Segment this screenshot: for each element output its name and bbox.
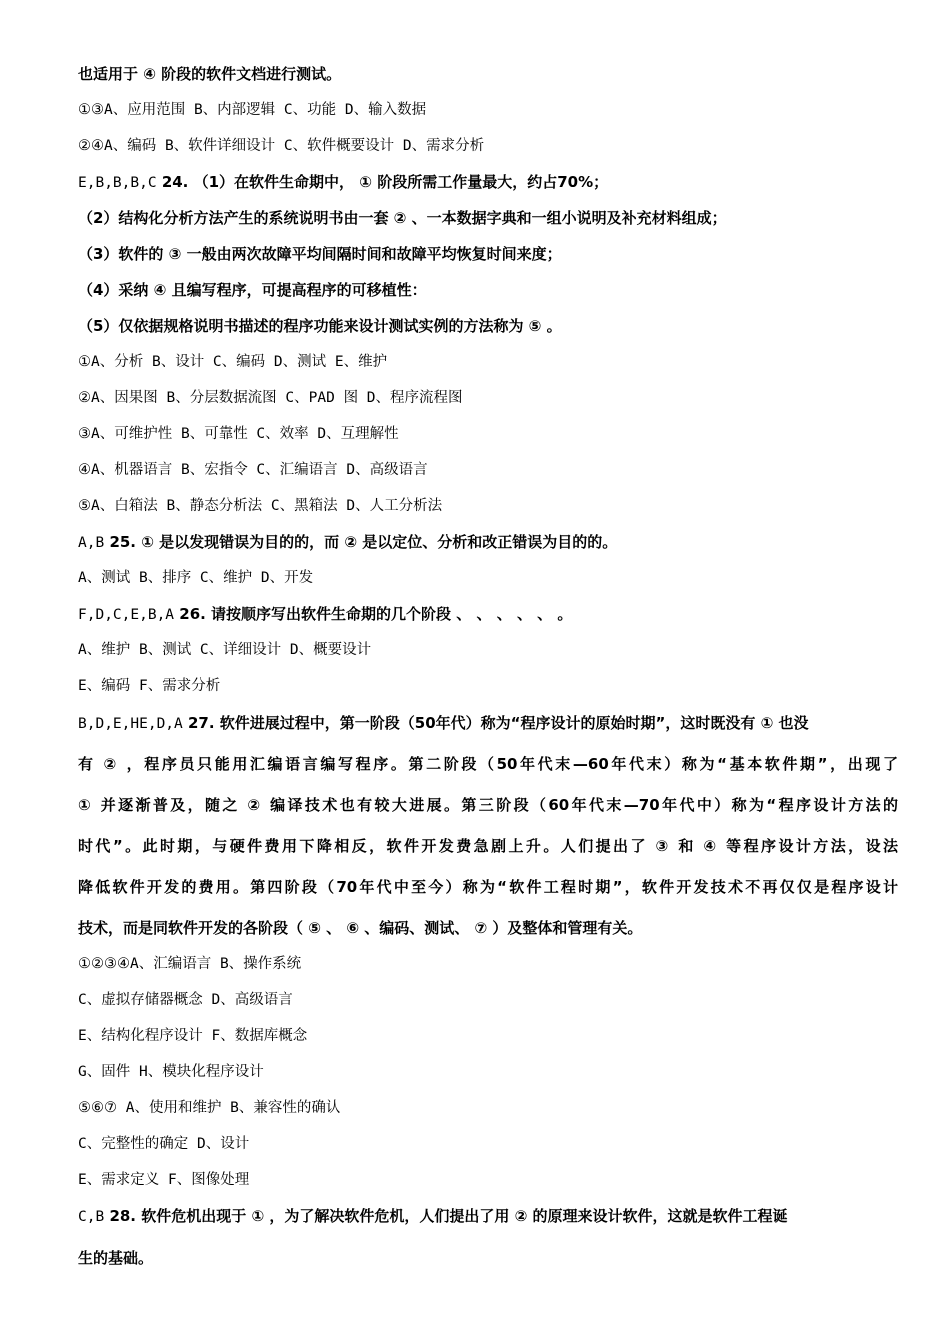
option-line: G、固件 H、模块化程序设计 (78, 1064, 264, 1080)
option-line: ⑤⑥⑦ A、使用和维护 B、兼容性的确认 (78, 1100, 341, 1116)
question-28 (78, 1206, 898, 1227)
option-line: ②A、因果图 B、分层数据流图 C、PAD 图 D、程序流程图 (78, 390, 463, 406)
option-line: ①②③④A、汇编语言 B、操作系统 (78, 956, 302, 972)
question-26 (78, 604, 898, 625)
question-text: 25. ① 是以发现错误为目的的，而 ② 是以定位、分析和改正错误为目的的。 (109, 533, 618, 551)
text-line: （3）软件的 ③ 一般由两次故障平均间隔时间和故障平均恢复时间来度； (78, 245, 562, 263)
text-line: （5）仅依据规格说明书描述的程序功能来设计测试实例的方法称为 ⑤ 。 (78, 317, 562, 335)
text-line: （4）采纳 ④ 且编写程序，可提高程序的可移植性： (78, 281, 427, 299)
option-line: C、虚拟存储器概念 D、高级语言 (78, 992, 293, 1008)
text-line: 时代”。此时期，与硬件费用下降相反，软件开发费急剧上升。人们提出了 ③ 和 ④ 等程序设计方法，设法 (78, 837, 898, 855)
question-text: 27. 软件进展过程中，第一阶段（50年代）称为“程序设计的原始时期”，这时既没有 ① 也没 (188, 714, 809, 732)
answer-key: B,D,E,HE,D,A (78, 716, 183, 732)
option-line: ②④A、编码 B、软件详细设计 C、软件概要设计 D、需求分析 (78, 138, 485, 154)
option-line: ①③A、应用范围 B、内部逻辑 C、功能 D、输入数据 (78, 102, 427, 118)
option-line: A、测试 B、排序 C、维护 D、开发 (78, 570, 314, 586)
question-25 (78, 532, 898, 553)
option-line: ④A、机器语言 B、宏指令 C、汇编语言 D、高级语言 (78, 462, 428, 478)
answer-key: E,B,B,B,C (78, 175, 157, 191)
text-line: 降低软件开发的费用。第四阶段（70年代中至今）称为“软件工程时期”，软件开发技术不再仅仅是程序设计 (78, 878, 898, 896)
text-line: ① 并逐渐普及，随之 ② 编译技术也有较大进展。第三阶段（60年代末—70年代中）称为“程序设计方法的 (78, 796, 898, 814)
option-line: ①A、分析 B、设计 C、编码 D、测试 E、维护 (78, 354, 388, 370)
question-text: 26. 请按顺序写出软件生命期的几个阶段 、 、 、 、 、 。 (179, 605, 573, 623)
option-line: A、维护 B、测试 C、详细设计 D、概要设计 (78, 642, 372, 658)
option-line: ⑤A、白箱法 B、静态分析法 C、黑箱法 D、人工分析法 (78, 498, 443, 514)
text-line: （2）结构化分析方法产生的系统说明书由一套 ② 、一本数据字典和一组小说明及补充材料组成； (78, 209, 727, 227)
text-line: 也适用于 ④ 阶段的软件文档进行测试。 (78, 65, 342, 83)
question-text: 28. 软件危机出现于 ① ，为了解决软件危机，人们提出了用 ② 的原理来设计软件，这就是软件工程诞 (109, 1207, 788, 1225)
question-24 (78, 172, 898, 193)
answer-key: A,B (78, 535, 105, 551)
option-line: E、编码 F、需求分析 (78, 678, 221, 694)
text-line: 生的基础。 (78, 1249, 154, 1267)
answer-key: F,D,C,E,B,A (78, 607, 175, 623)
option-line: E、结构化程序设计 F、数据库概念 (78, 1028, 308, 1044)
option-line: ③A、可维护性 B、可靠性 C、效率 D、互理解性 (78, 426, 399, 442)
question-27 (78, 713, 898, 734)
answer-key: C,B (78, 1209, 105, 1225)
option-line: C、完整性的确定 D、设计 (78, 1136, 250, 1152)
option-line: E、需求定义 F、图像处理 (78, 1172, 250, 1188)
text-line: 有 ② ，程序员只能用汇编语言编写程序。第二阶段（50年代末—60年代末）称为“基本软件期”，出现了 (78, 755, 898, 773)
question-text: 24. （1）在软件生命期中， ① 阶段所需工作量最大，约占70%； (161, 173, 609, 191)
text-line: 技术，而是同软件开发的各阶段（ ⑤ 、 ⑥ 、编码、测试、 ⑦ ）及整体和管理有关。 (78, 919, 643, 937)
